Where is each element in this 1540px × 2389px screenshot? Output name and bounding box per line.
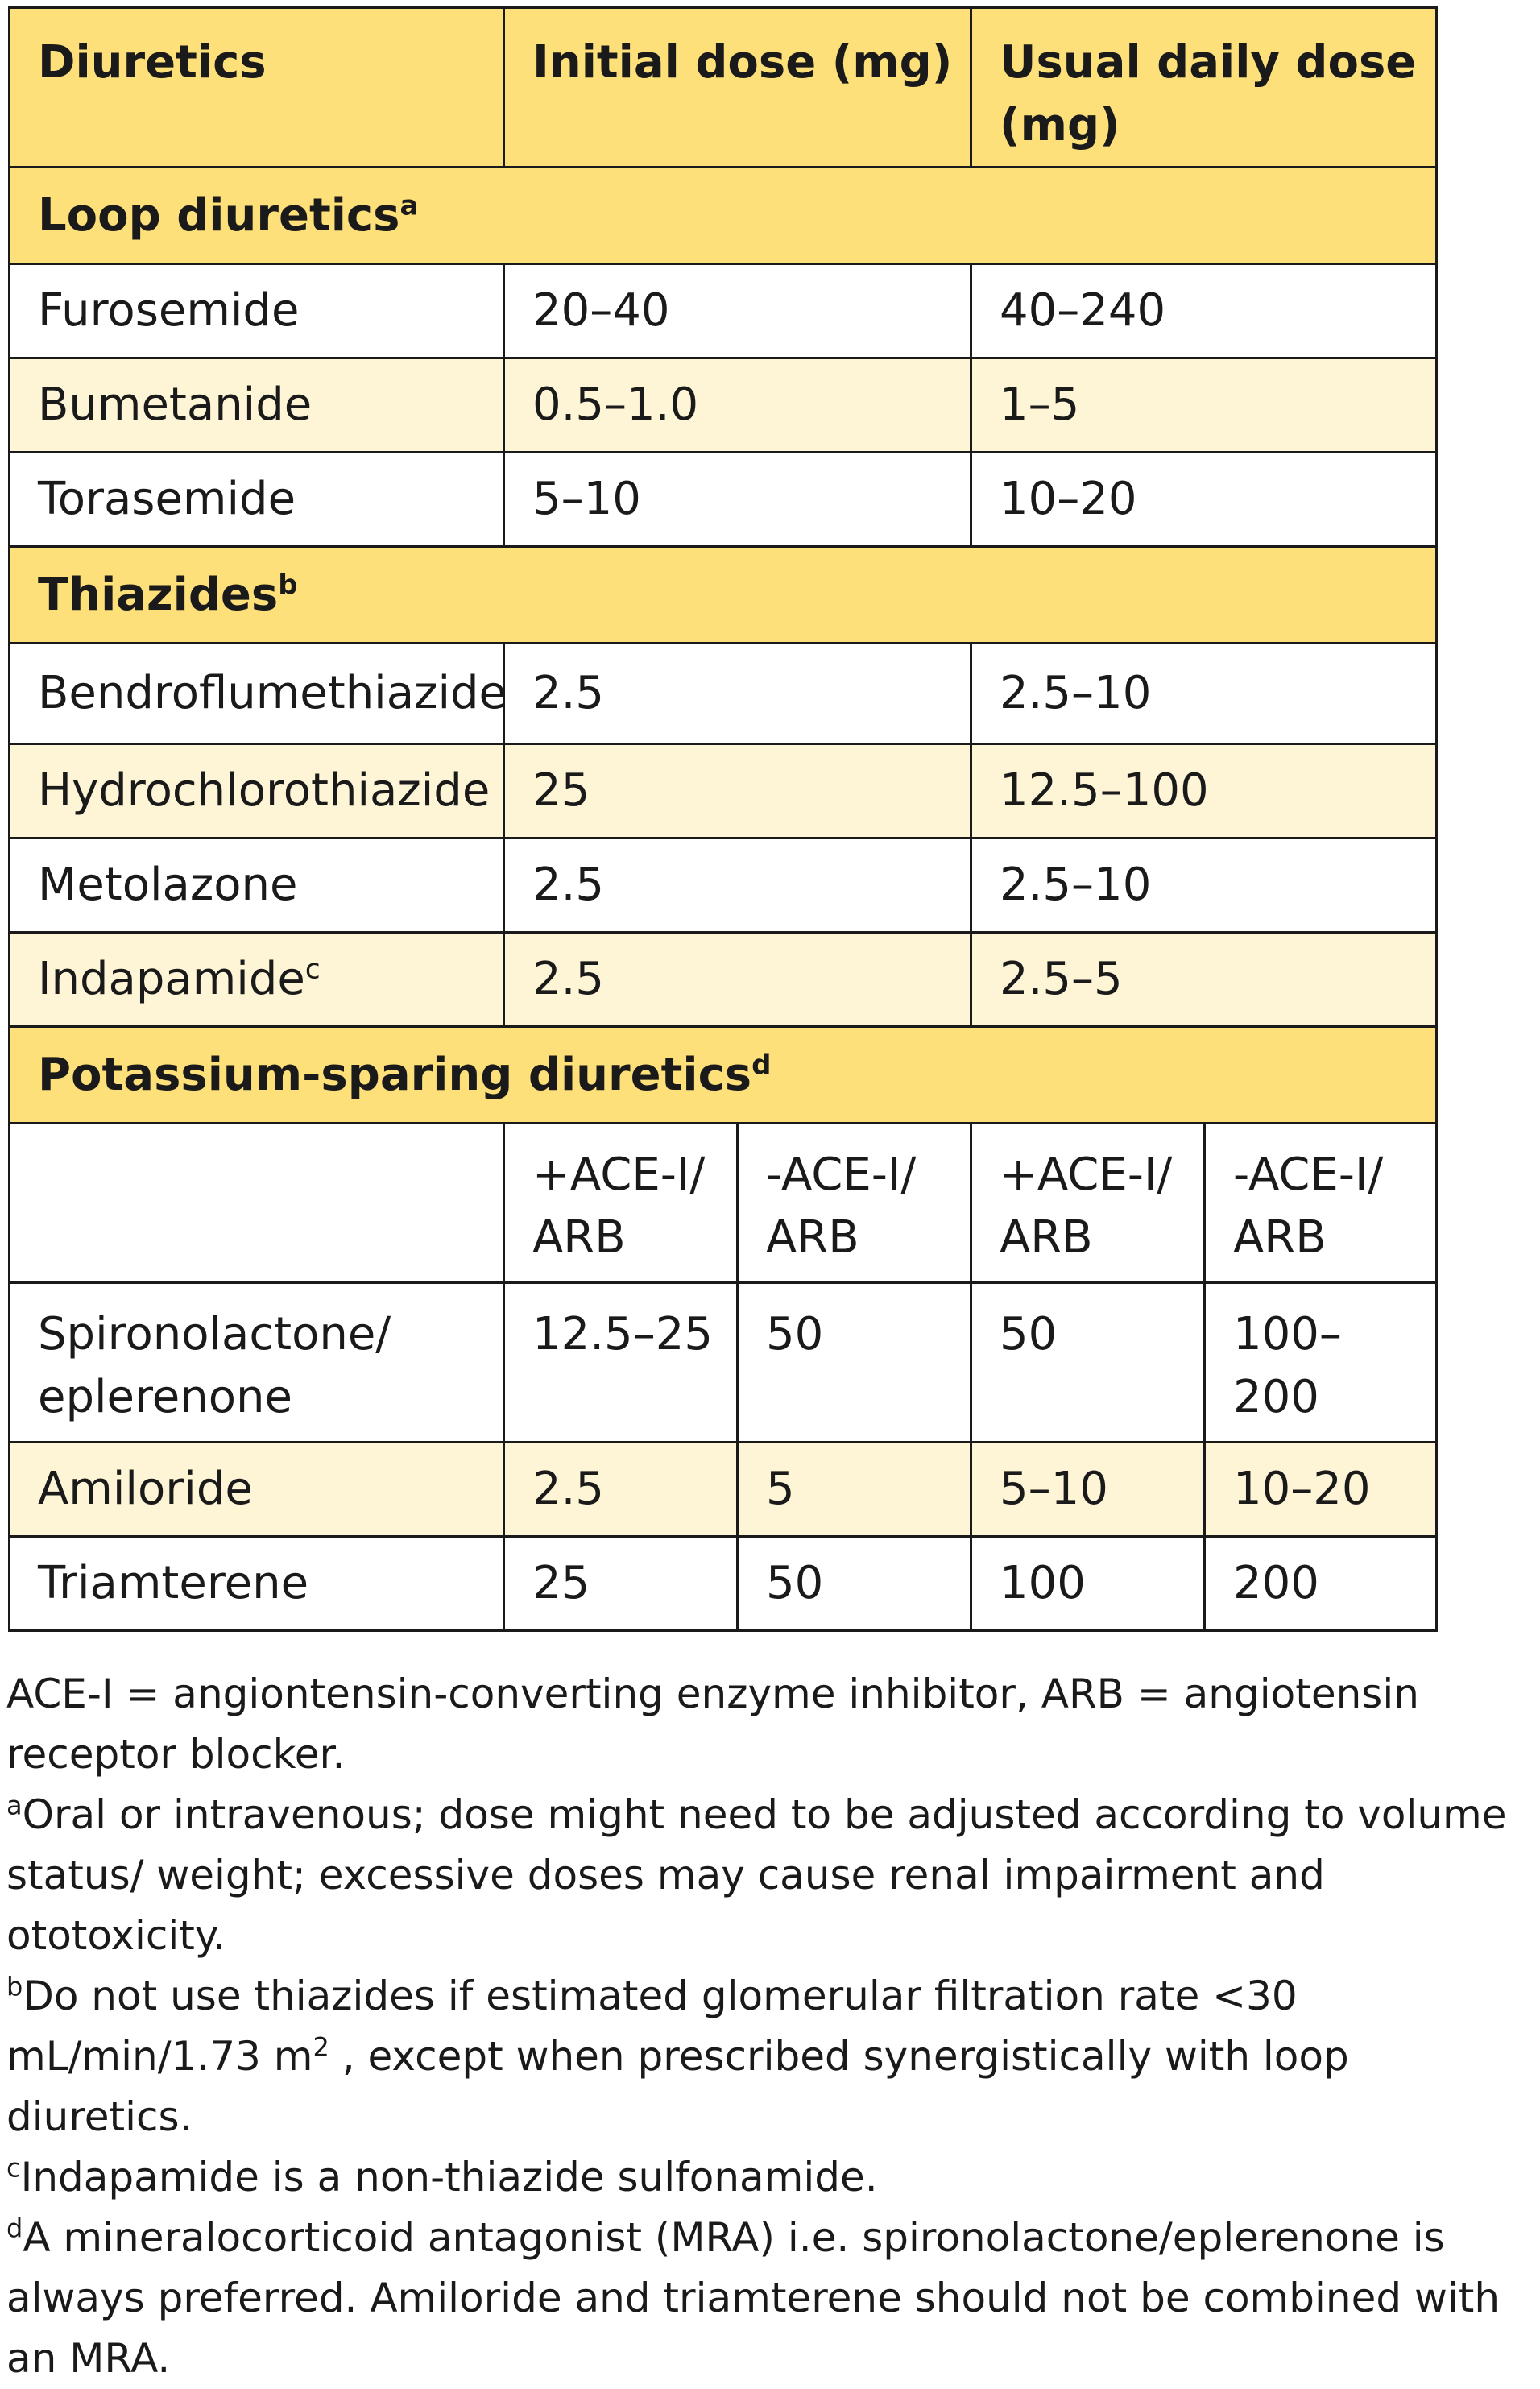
- table-footnotes: [6, 1664, 1534, 2389]
- footnote-marker: a: [399, 188, 419, 222]
- initial-dose: 25: [504, 744, 971, 838]
- table-row: [10, 644, 1437, 744]
- initial-dose: 2.5: [504, 933, 971, 1027]
- group-label-loop: Loop diuretics$^a$: [10, 168, 1437, 264]
- drug-name: Amiloride: [10, 1443, 504, 1537]
- dose-value: 5: [738, 1443, 971, 1537]
- subheader-without-acei-usual: -ACE-I/ ARB: [1205, 1124, 1437, 1283]
- footnote-marker: c: [304, 953, 321, 986]
- table-row: [10, 453, 1437, 547]
- dose-value: 2.5: [504, 1443, 738, 1537]
- table-row: [10, 1283, 1437, 1443]
- dose-value: 25: [504, 1537, 738, 1631]
- header-row: [10, 8, 1437, 168]
- drug-name: Furosemide: [10, 264, 504, 358]
- drug-name: Indapamide$^c$: [10, 933, 504, 1027]
- dose-value: 12.5–25: [504, 1283, 738, 1443]
- subheader-with-acei-usual: +ACE-I/ ARB: [971, 1124, 1205, 1283]
- usual-dose: 2.5–5: [971, 933, 1437, 1027]
- usual-dose: 12.5–100: [971, 744, 1437, 838]
- drug-name: Triamterene: [10, 1537, 504, 1631]
- group-row-potassium-sparing: [10, 1027, 1437, 1124]
- dose-value: 200: [1205, 1537, 1437, 1631]
- drug-name: Spironolactone/ eplerenone: [10, 1283, 504, 1443]
- drug-name: Hydrochlorothiazide: [10, 744, 504, 838]
- dose-value: 50: [738, 1537, 971, 1631]
- drug-name: Metolazone: [10, 838, 504, 933]
- footnote-b: $^b$Do not use thiazides if estimated glomerular filtration rate <30 mL/min/1.73 $m^2$ , except when prescribed synergistically with loop diuretics.: [6, 1971, 1349, 2140]
- table-row: [10, 1443, 1437, 1537]
- footnote-marker: d: [751, 1048, 772, 1081]
- header-diuretics: Diuretics: [10, 8, 504, 168]
- table-row: [10, 838, 1437, 933]
- usual-dose: 2.5–10: [971, 838, 1437, 933]
- dose-value: 100– 200: [1205, 1283, 1437, 1443]
- drug-name: Bumetanide: [10, 358, 504, 453]
- usual-dose: 1–5: [971, 358, 1437, 453]
- dose-value: 50: [738, 1283, 971, 1443]
- footnote-a: $^a$Oral or intravenous; dose might need to be adjusted according to volume status/ weight; excessive doses may cause renal impairment and ototoxicity.: [6, 1790, 1507, 1959]
- subheader-empty: [10, 1124, 504, 1283]
- initial-dose: 20–40: [504, 264, 971, 358]
- footnote-c: $^c$Indapamide is a non-thiazide sulfonamide.: [6, 2152, 878, 2201]
- footnote-marker: b: [278, 568, 298, 601]
- dose-value: 10–20: [1205, 1443, 1437, 1537]
- initial-dose: 2.5: [504, 644, 971, 744]
- subheader-row: [10, 1124, 1437, 1283]
- drug-name: Bendroflumethiazide: [10, 644, 504, 744]
- group-row-thiazides: [10, 547, 1437, 644]
- group-label-thiazides: Thiazides$^b$: [10, 547, 1437, 644]
- table-row: [10, 933, 1437, 1027]
- table-row: [10, 1537, 1437, 1631]
- drug-name: Torasemide: [10, 453, 504, 547]
- dose-value: 50: [971, 1283, 1205, 1443]
- group-label-potassium-sparing: Potassium-sparing diuretics$^d$: [10, 1027, 1437, 1124]
- dose-value: 100: [971, 1537, 1205, 1631]
- usual-dose: 2.5–10: [971, 644, 1437, 744]
- diuretics-table: [8, 6, 1438, 1632]
- initial-dose: 2.5: [504, 838, 971, 933]
- dose-value: 5–10: [971, 1443, 1205, 1537]
- table-row: [10, 358, 1437, 453]
- table-row: [10, 264, 1437, 358]
- group-row-loop: [10, 168, 1437, 264]
- footnote-d: $^d$A mineralocorticoid antagonist (MRA) i.e. spironolactone/eplerenone is always preferred. Amiloride and triamterene should not be combined with an MRA.: [6, 2213, 1501, 2382]
- table-row: [10, 744, 1437, 838]
- usual-dose: 10–20: [971, 453, 1437, 547]
- initial-dose: 0.5–1.0: [504, 358, 971, 453]
- usual-dose: 40–240: [971, 264, 1437, 358]
- subheader-with-acei-initial: +ACE-I/ ARB: [504, 1124, 738, 1283]
- initial-dose: 5–10: [504, 453, 971, 547]
- footnote-abbreviations: ACE-I = angiontensin-converting enzyme inhibitor, ARB = angiotensin receptor blocker.: [6, 1671, 1419, 1778]
- header-usual-dose: Usual daily dose (mg): [971, 8, 1437, 168]
- header-initial-dose: Initial dose (mg): [504, 8, 971, 168]
- subheader-without-acei-initial: -ACE-I/ ARB: [738, 1124, 971, 1283]
